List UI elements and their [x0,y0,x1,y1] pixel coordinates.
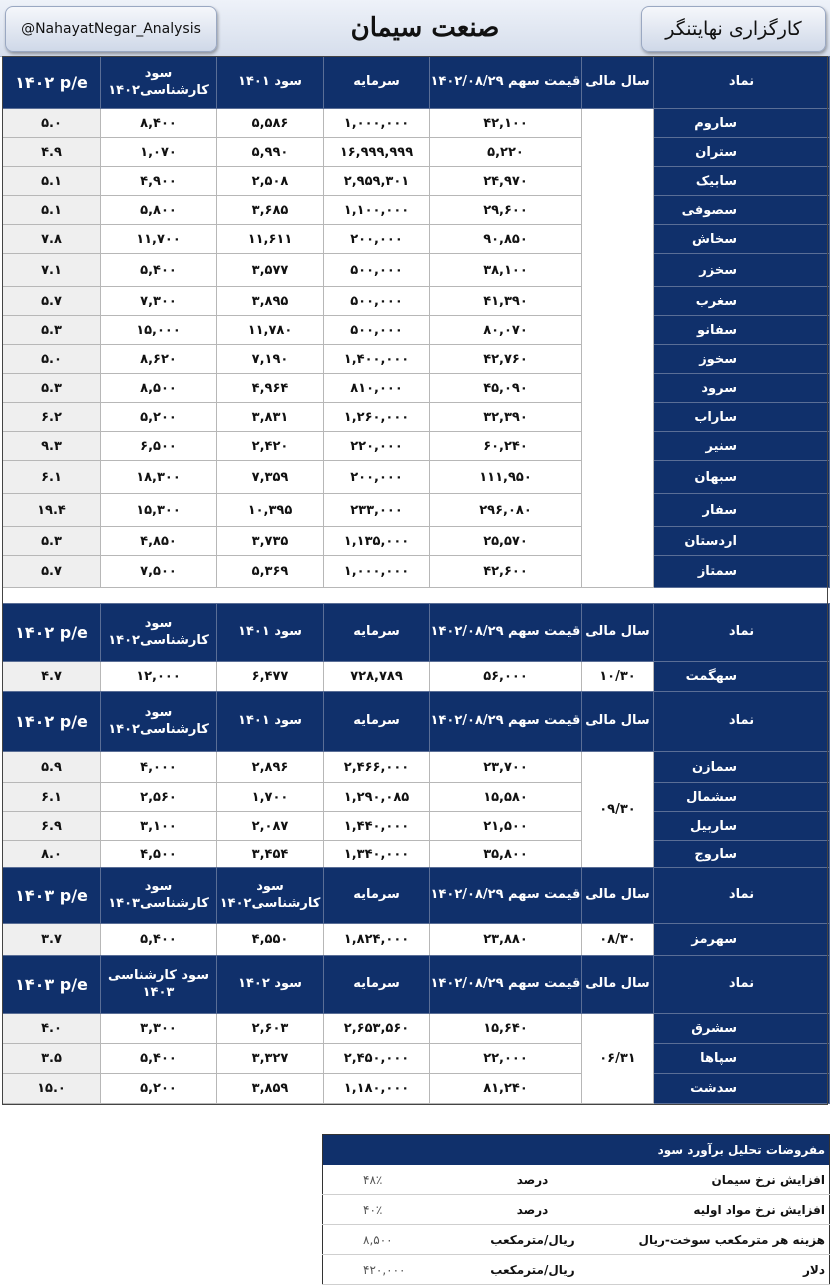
price-cell: ۴۵,۰۹۰ [430,374,582,403]
price-cell: ۸۰,۰۷۰ [430,316,582,345]
header-symbol: نماد [654,604,830,662]
price-cell: ۵۶,۰۰۰ [430,662,582,692]
profit-est-cell: ۸,۶۲۰ [101,345,217,374]
symbol-cell: سمتاز [654,556,830,588]
capital-cell: ۱,۴۴۰,۰۰۰ [324,812,430,841]
profit-est-cell: ۴,۰۰۰ [101,752,217,783]
price-cell: ۲۳,۸۸۰ [430,924,582,956]
symbol-cell: سفار [654,494,830,527]
capital-cell: ۱,۴۰۰,۰۰۰ [324,345,430,374]
pe-cell: ۵.۳ [3,316,101,345]
profit-est-cell: ۳,۱۰۰ [101,812,217,841]
pe-cell: ۵.۳ [3,527,101,556]
assumption-value: ۸,۵۰۰ [323,1225,463,1255]
symbol-cell: سشمال [654,783,830,812]
profit-prev-cell: ۲,۶۰۳ [217,1014,324,1044]
header-price: قیمت سهم ۱۴۰۲/۰۸/۲۹ [430,604,582,662]
symbol-cell: سصوفی [654,196,830,225]
capital-cell: ۵۰۰,۰۰۰ [324,316,430,345]
profit-est-cell: ۶,۵۰۰ [101,432,217,461]
profit-prev-cell: ۳,۶۸۵ [217,196,324,225]
price-cell: ۴۲,۷۶۰ [430,345,582,374]
assumption-unit: درصد [463,1195,603,1225]
pe-cell: ۱۵.۰ [3,1074,101,1104]
profit-est-cell: ۸,۴۰۰ [101,109,217,138]
header-profit-est: سود کارشناسی ۱۴۰۳ [101,956,217,1014]
pe-cell: ۶.۱ [3,461,101,494]
price-cell: ۲۳,۷۰۰ [430,752,582,783]
table-row [3,752,830,783]
table-row [3,924,830,956]
symbol-cell: سمازن [654,752,830,783]
capital-cell: ۲۲۰,۰۰۰ [324,432,430,461]
symbol-cell: سنیر [654,432,830,461]
assumption-label: دلار [603,1255,830,1285]
page-title: صنعت سیمان [350,13,500,43]
capital-cell: ۲۳۳,۰۰۰ [324,494,430,527]
pe-cell: ۵.۷ [3,556,101,588]
header-pe: ۱۴۰۳ p/e [3,956,101,1014]
profit-prev-cell: ۴,۵۵۰ [217,924,324,956]
capital-cell: ۵۰۰,۰۰۰ [324,254,430,287]
header-profit-est: سود کارشناسی۱۴۰۲ [101,57,217,109]
table-row [3,374,830,403]
capital-cell: ۸۱۰,۰۰۰ [324,374,430,403]
profit-prev-cell: ۱۱,۷۸۰ [217,316,324,345]
table-row [3,783,830,812]
pe-cell: ۱۹.۴ [3,494,101,527]
header-pe: ۱۴۰۲ p/e [3,692,101,752]
profit-est-cell: ۱۵,۳۰۰ [101,494,217,527]
header-pe: ۱۴۰۲ p/e [3,604,101,662]
profit-est-cell: ۱,۰۷۰ [101,138,217,167]
price-cell: ۱۵,۵۸۰ [430,783,582,812]
symbol-cell: اردستان [654,527,830,556]
price-cell: ۲۹,۶۰۰ [430,196,582,225]
profit-est-cell: ۴,۵۰۰ [101,841,217,868]
profit-est-cell: ۵,۲۰۰ [101,403,217,432]
profit-prev-cell: ۱۰,۳۹۵ [217,494,324,527]
symbol-cell: سغرب [654,287,830,316]
fiscal-year-cell: ۱۰/۳۰ [582,662,654,692]
symbol-cell: سبهان [654,461,830,494]
assumption-value: ۴۲۰,۰۰۰ [323,1255,463,1285]
profit-est-cell: ۴,۹۰۰ [101,167,217,196]
pe-cell: ۵.۳ [3,374,101,403]
assumption-value: ۴۰٪ [323,1195,463,1225]
capital-cell: ۲,۹۵۹,۳۰۱ [324,167,430,196]
capital-cell: ۱,۲۶۰,۰۰۰ [324,403,430,432]
table-row [3,196,830,225]
price-cell: ۳۸,۱۰۰ [430,254,582,287]
header-symbol: نماد [654,956,830,1014]
table-row [3,432,830,461]
header-profit-prev: سود ۱۴۰۱ [217,57,324,109]
profit-prev-cell: ۵,۹۹۰ [217,138,324,167]
table-row [3,345,830,374]
profit-prev-cell: ۷,۱۹۰ [217,345,324,374]
price-cell: ۱۱۱,۹۵۰ [430,461,582,494]
group-table [2,603,830,692]
header-profit-est: سود کارشناسی۱۴۰۲ [101,604,217,662]
table-row [3,812,830,841]
capital-cell: ۲۰۰,۰۰۰ [324,461,430,494]
header-price: قیمت سهم ۱۴۰۲/۰۸/۲۹ [430,956,582,1014]
profit-est-cell: ۳,۳۰۰ [101,1014,217,1044]
pe-cell: ۴.۰ [3,1014,101,1044]
pe-cell: ۳.۵ [3,1044,101,1074]
profit-est-cell: ۱۱,۷۰۰ [101,225,217,254]
profit-est-cell: ۵,۸۰۰ [101,196,217,225]
group-table [2,691,830,868]
assumption-label: افزایش نرخ مواد اولیه [603,1195,830,1225]
header-profit-prev: سود ۱۴۰۱ [217,692,324,752]
header-pe: ۱۴۰۲ p/e [3,57,101,109]
assumptions-title: مفروضات تحلیل برآورد سود [323,1135,830,1166]
profit-prev-cell: ۳,۵۷۷ [217,254,324,287]
pe-cell: ۵.۰ [3,109,101,138]
capital-cell: ۱,۰۰۰,۰۰۰ [324,556,430,588]
header-fiscal-year: سال مالی [582,956,654,1014]
pe-cell: ۵.۰ [3,345,101,374]
symbol-cell: ساربیل [654,812,830,841]
profit-prev-cell: ۳,۸۵۹ [217,1074,324,1104]
capital-cell: ۱,۰۰۰,۰۰۰ [324,109,430,138]
profit-prev-cell: ۴,۹۶۴ [217,374,324,403]
table-row [3,287,830,316]
profit-prev-cell: ۲,۰۸۷ [217,812,324,841]
header-symbol: نماد [654,57,830,109]
pe-cell: ۶.۹ [3,812,101,841]
assumption-value: ۴۸٪ [323,1165,463,1195]
profit-prev-cell: ۱,۷۰۰ [217,783,324,812]
symbol-cell: سخوز [654,345,830,374]
symbol-cell: سخاش [654,225,830,254]
capital-cell: ۲۰۰,۰۰۰ [324,225,430,254]
table-row [3,138,830,167]
header-fiscal-year: سال مالی [582,604,654,662]
symbol-cell: سخزر [654,254,830,287]
table-row [3,662,830,692]
symbol-cell: سپاها [654,1044,830,1074]
header-capital: سرمایه [324,692,430,752]
profit-prev-cell: ۷,۳۵۹ [217,461,324,494]
capital-cell: ۲,۴۵۰,۰۰۰ [324,1044,430,1074]
symbol-cell: ستران [654,138,830,167]
assumption-row [323,1195,830,1225]
header-price: قیمت سهم ۱۴۰۲/۰۸/۲۹ [430,692,582,752]
brand-badge: کارگزاری نهایتنگر [641,6,826,52]
table-row [3,494,830,527]
assumption-row [323,1255,830,1285]
assumption-unit: ریال/مترمکعب [463,1225,603,1255]
header-capital: سرمایه [324,604,430,662]
price-cell: ۲۹۶,۰۸۰ [430,494,582,527]
profit-prev-cell: ۵,۵۸۶ [217,109,324,138]
profit-est-cell: ۵,۴۰۰ [101,924,217,956]
pe-cell: ۵.۹ [3,752,101,783]
symbol-cell: ساراب [654,403,830,432]
profit-est-cell: ۵,۴۰۰ [101,1044,217,1074]
assumption-row [323,1165,830,1195]
header-capital: سرمایه [324,956,430,1014]
header-fiscal-year: سال مالی [582,57,654,109]
pe-cell: ۸.۰ [3,841,101,868]
profit-prev-cell: ۳,۳۲۷ [217,1044,324,1074]
price-cell: ۸۱,۲۴۰ [430,1074,582,1104]
header-profit-est: سود کارشناسی۱۴۰۳ [101,868,217,924]
profit-est-cell: ۷,۵۰۰ [101,556,217,588]
pe-cell: ۳.۷ [3,924,101,956]
header-symbol: نماد [654,692,830,752]
table-row [3,1074,830,1104]
handle-badge: @NahayatNegar_Analysis [5,6,217,52]
header-capital: سرمایه [324,57,430,109]
assumption-label: افزایش نرخ سیمان [603,1165,830,1195]
pe-cell: ۹.۳ [3,432,101,461]
profit-est-cell: ۷,۳۰۰ [101,287,217,316]
symbol-cell: ساروج [654,841,830,868]
price-cell: ۴۲,۱۰۰ [430,109,582,138]
pe-cell: ۷.۱ [3,254,101,287]
price-cell: ۳۲,۳۹۰ [430,403,582,432]
fiscal-year-cell: ۰۶/۳۱ [582,1014,654,1104]
profit-prev-cell: ۳,۷۳۵ [217,527,324,556]
assumptions-table [322,1134,830,1285]
pe-cell: ۵.۱ [3,196,101,225]
table-row [3,1014,830,1044]
pe-cell: ۶.۱ [3,783,101,812]
table-row [3,254,830,287]
group-table [2,955,830,1104]
table-row [3,556,830,588]
header-fiscal-year: سال مالی [582,868,654,924]
price-cell: ۲۱,۵۰۰ [430,812,582,841]
price-cell: ۴۲,۶۰۰ [430,556,582,588]
profit-prev-cell: ۱۱,۶۱۱ [217,225,324,254]
table-row [3,841,830,868]
header-profit-prev: سود ۱۴۰۲ [217,956,324,1014]
table-row [3,109,830,138]
profit-prev-cell: ۳,۴۵۴ [217,841,324,868]
assumption-row [323,1225,830,1255]
symbol-cell: سشرق [654,1014,830,1044]
profit-prev-cell: ۳,۸۹۵ [217,287,324,316]
symbol-cell: سابیک [654,167,830,196]
header-price: قیمت سهم ۱۴۰۲/۰۸/۲۹ [430,868,582,924]
price-cell: ۵,۲۲۰ [430,138,582,167]
profit-prev-cell: ۲,۸۹۶ [217,752,324,783]
header-symbol: نماد [654,868,830,924]
price-cell: ۲۴,۹۷۰ [430,167,582,196]
header-capital: سرمایه [324,868,430,924]
group-table [2,867,830,956]
header-profit-prev: سود کارشناسی۱۴۰۲ [217,868,324,924]
price-cell: ۳۵,۸۰۰ [430,841,582,868]
header-price: قیمت سهم ۱۴۰۲/۰۸/۲۹ [430,57,582,109]
top-bar [0,0,830,57]
header-pe: ۱۴۰۳ p/e [3,868,101,924]
profit-est-cell: ۱۲,۰۰۰ [101,662,217,692]
profit-est-cell: ۸,۵۰۰ [101,374,217,403]
symbol-cell: سهگمت [654,662,830,692]
profit-prev-cell: ۳,۸۳۱ [217,403,324,432]
table-row [3,316,830,345]
price-cell: ۹۰,۸۵۰ [430,225,582,254]
price-cell: ۲۲,۰۰۰ [430,1044,582,1074]
pe-cell: ۴.۷ [3,662,101,692]
price-cell: ۲۵,۵۷۰ [430,527,582,556]
profit-prev-cell: ۲,۴۲۰ [217,432,324,461]
profit-prev-cell: ۶,۴۷۷ [217,662,324,692]
fiscal-year-cell: ۰۸/۳۰ [582,924,654,956]
capital-cell: ۲,۶۵۳,۵۶۰ [324,1014,430,1044]
profit-est-cell: ۵,۲۰۰ [101,1074,217,1104]
symbol-cell: سهرمز [654,924,830,956]
assumption-unit: ریال/مترمکعب [463,1255,603,1285]
table-row [3,225,830,254]
pe-cell: ۵.۷ [3,287,101,316]
assumption-unit: درصد [463,1165,603,1195]
table-row [3,167,830,196]
capital-cell: ۱,۱۰۰,۰۰۰ [324,196,430,225]
symbol-cell: سفانو [654,316,830,345]
profit-est-cell: ۵,۴۰۰ [101,254,217,287]
table-row [3,527,830,556]
symbol-cell: ساروم [654,109,830,138]
header-fiscal-year: سال مالی [582,692,654,752]
price-cell: ۴۱,۳۹۰ [430,287,582,316]
capital-cell: ۱,۸۲۴,۰۰۰ [324,924,430,956]
pe-cell: ۵.۱ [3,167,101,196]
table-row [3,461,830,494]
fiscal-year-cell [582,109,654,588]
capital-cell: ۱,۲۹۰,۰۸۵ [324,783,430,812]
capital-cell: ۵۰۰,۰۰۰ [324,287,430,316]
capital-cell: ۱,۳۴۰,۰۰۰ [324,841,430,868]
price-cell: ۱۵,۶۴۰ [430,1014,582,1044]
capital-cell: ۲,۴۶۶,۰۰۰ [324,752,430,783]
profit-est-cell: ۴,۸۵۰ [101,527,217,556]
profit-est-cell: ۱۵,۰۰۰ [101,316,217,345]
capital-cell: ۱۶,۹۹۹,۹۹۹ [324,138,430,167]
pe-cell: ۶.۲ [3,403,101,432]
pe-cell: ۴.۹ [3,138,101,167]
table-row [3,1044,830,1074]
profit-prev-cell: ۲,۵۰۸ [217,167,324,196]
header-profit-prev: سود ۱۴۰۱ [217,604,324,662]
assumption-label: هزینه هر مترمکعب سوخت-ریال [603,1225,830,1255]
header-profit-est: سود کارشناسی۱۴۰۲ [101,692,217,752]
capital-cell: ۱,۱۸۰,۰۰۰ [324,1074,430,1104]
symbol-cell: سدشت [654,1074,830,1104]
profit-est-cell: ۱۸,۳۰۰ [101,461,217,494]
capital-cell: ۱,۱۳۵,۰۰۰ [324,527,430,556]
profit-est-cell: ۲,۵۶۰ [101,783,217,812]
price-cell: ۶۰,۲۴۰ [430,432,582,461]
profit-prev-cell: ۵,۳۶۹ [217,556,324,588]
capital-cell: ۷۲۸,۷۸۹ [324,662,430,692]
table-row [3,403,830,432]
group-table [2,56,830,588]
fiscal-year-cell: ۰۹/۳۰ [582,752,654,868]
symbol-cell: سرود [654,374,830,403]
pe-cell: ۷.۸ [3,225,101,254]
